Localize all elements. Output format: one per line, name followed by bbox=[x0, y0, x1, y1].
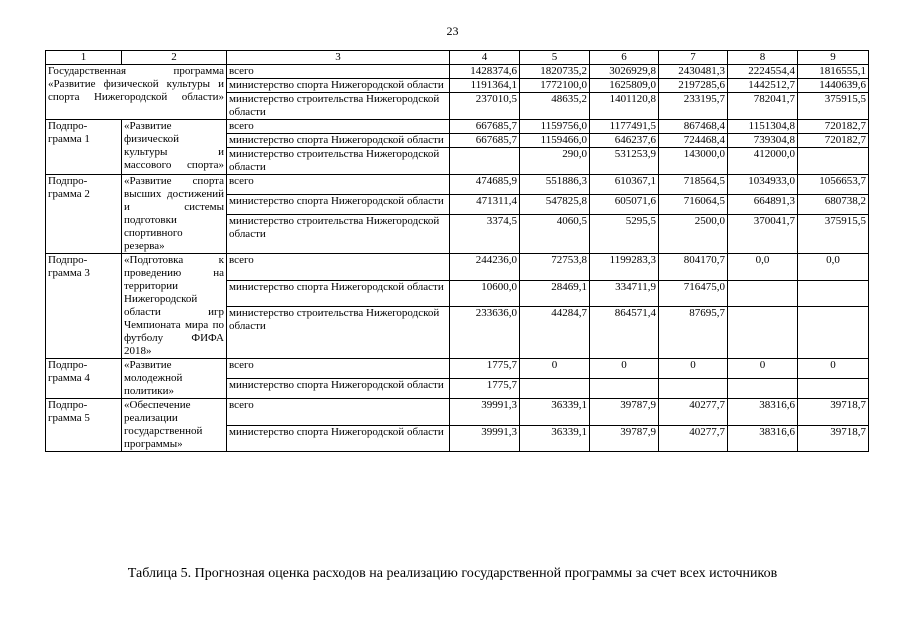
value-cell: 1772100,0 bbox=[520, 79, 590, 93]
column-header: 3 bbox=[227, 51, 450, 65]
value-cell: 39718,7 bbox=[798, 425, 869, 452]
value-cell: 2500,0 bbox=[659, 215, 728, 254]
value-cell: 412000,0 bbox=[728, 148, 798, 175]
value-cell: 87695,7 bbox=[659, 307, 728, 359]
subprogram-name-cell: «Развитие молодежной политики» bbox=[122, 359, 227, 399]
value-cell: 39991,3 bbox=[450, 425, 520, 452]
source-cell: министерство спорта Нижегородской области bbox=[227, 379, 450, 399]
value-cell: 667685,7 bbox=[450, 120, 520, 134]
value-cell: 1428374,6 bbox=[450, 65, 520, 79]
value-cell: 143000,0 bbox=[659, 148, 728, 175]
value-cell: 39787,9 bbox=[590, 425, 659, 452]
table-caption: Таблица 5. Прогнозная оценка расходов на реализацию государственной программы за счет всех источников bbox=[127, 566, 778, 581]
value-cell bbox=[728, 307, 798, 359]
value-cell: 39787,9 bbox=[590, 399, 659, 426]
value-cell bbox=[798, 307, 869, 359]
value-cell: 1442512,7 bbox=[728, 79, 798, 93]
table-header-row bbox=[46, 51, 869, 65]
value-cell bbox=[450, 148, 520, 175]
value-cell: 531253,9 bbox=[590, 148, 659, 175]
value-cell: 547825,8 bbox=[520, 195, 590, 215]
value-cell: 716064,5 bbox=[659, 195, 728, 215]
column-header: 2 bbox=[122, 51, 227, 65]
value-cell: 4060,5 bbox=[520, 215, 590, 254]
source-cell: министерство спорта Нижегородской области bbox=[227, 425, 450, 452]
value-cell: 10600,0 bbox=[450, 280, 520, 307]
value-cell: 1625809,0 bbox=[590, 79, 659, 93]
value-cell: 1034933,0 bbox=[728, 175, 798, 195]
value-cell: 864571,4 bbox=[590, 307, 659, 359]
source-cell: министерство строительства Нижегородской области bbox=[227, 307, 450, 359]
value-cell bbox=[520, 379, 590, 399]
value-cell: 667685,7 bbox=[450, 134, 520, 148]
value-cell: 36339,1 bbox=[520, 399, 590, 426]
value-cell: 334711,9 bbox=[590, 280, 659, 307]
value-cell: 0 bbox=[590, 359, 659, 379]
table-row bbox=[46, 254, 869, 281]
program-title-cell: Государственная программа «Развитие физической культуры и спорта Нижегородской области» bbox=[46, 65, 227, 120]
value-cell: 2224554,4 bbox=[728, 65, 798, 79]
value-cell: 237010,5 bbox=[450, 93, 520, 120]
value-cell: 867468,4 bbox=[659, 120, 728, 134]
source-cell: министерство спорта Нижегородской области bbox=[227, 79, 450, 93]
table-row bbox=[46, 175, 869, 195]
value-cell: 0 bbox=[659, 359, 728, 379]
source-cell: всего bbox=[227, 254, 450, 281]
value-cell: 680738,2 bbox=[798, 195, 869, 215]
column-header: 6 bbox=[590, 51, 659, 65]
source-cell: министерство строительства Нижегородской области bbox=[227, 93, 450, 120]
table-row bbox=[46, 65, 869, 79]
value-cell bbox=[798, 379, 869, 399]
value-cell: 370041,7 bbox=[728, 215, 798, 254]
expenses-table bbox=[45, 50, 869, 452]
subprogram-label-cell: Подпро-грамма 1 bbox=[46, 120, 122, 175]
value-cell: 0 bbox=[728, 359, 798, 379]
value-cell: 0 bbox=[798, 359, 869, 379]
value-cell: 3374,5 bbox=[450, 215, 520, 254]
value-cell: 782041,7 bbox=[728, 93, 798, 120]
source-cell: всего bbox=[227, 65, 450, 79]
source-cell: всего bbox=[227, 359, 450, 379]
column-header: 8 bbox=[728, 51, 798, 65]
value-cell: 36339,1 bbox=[520, 425, 590, 452]
subprogram-name-cell: «Подготовка к проведению на территории Нижегородской области игр Чемпионата мира по футболу ФИФА 2018» bbox=[122, 254, 227, 359]
value-cell: 233195,7 bbox=[659, 93, 728, 120]
subprogram-name-cell: «Развитие спорта высших достижений и системы подготовки спортивного резерва» bbox=[122, 175, 227, 254]
value-cell: 1151304,8 bbox=[728, 120, 798, 134]
value-cell: 290,0 bbox=[520, 148, 590, 175]
value-cell: 5295,5 bbox=[590, 215, 659, 254]
value-cell: 1159466,0 bbox=[520, 134, 590, 148]
subprogram-label-cell: Подпро-грамма 2 bbox=[46, 175, 122, 254]
value-cell: 72753,8 bbox=[520, 254, 590, 281]
value-cell: 2430481,3 bbox=[659, 65, 728, 79]
value-cell: 1775,7 bbox=[450, 379, 520, 399]
value-cell: 724468,4 bbox=[659, 134, 728, 148]
value-cell: 40277,7 bbox=[659, 425, 728, 452]
subprogram-name-cell: «Обеспечение реализации государственной программы» bbox=[122, 399, 227, 452]
value-cell: 40277,7 bbox=[659, 399, 728, 426]
value-cell: 720182,7 bbox=[798, 120, 869, 134]
value-cell: 646237,6 bbox=[590, 134, 659, 148]
value-cell: 38316,6 bbox=[728, 425, 798, 452]
column-header: 1 bbox=[46, 51, 122, 65]
value-cell: 718564,5 bbox=[659, 175, 728, 195]
value-cell: 2197285,6 bbox=[659, 79, 728, 93]
value-cell bbox=[798, 280, 869, 307]
value-cell: 739304,8 bbox=[728, 134, 798, 148]
value-cell: 471311,4 bbox=[450, 195, 520, 215]
value-cell: 3026929,8 bbox=[590, 65, 659, 79]
value-cell: 244236,0 bbox=[450, 254, 520, 281]
value-cell: 0,0 bbox=[728, 254, 798, 281]
value-cell: 1177491,5 bbox=[590, 120, 659, 134]
value-cell bbox=[590, 379, 659, 399]
value-cell bbox=[728, 379, 798, 399]
value-cell: 44284,7 bbox=[520, 307, 590, 359]
table-row bbox=[46, 120, 869, 134]
value-cell: 1191364,1 bbox=[450, 79, 520, 93]
value-cell: 551886,3 bbox=[520, 175, 590, 195]
table-row bbox=[46, 359, 869, 379]
value-cell: 1775,7 bbox=[450, 359, 520, 379]
value-cell: 664891,3 bbox=[728, 195, 798, 215]
value-cell: 474685,9 bbox=[450, 175, 520, 195]
value-cell: 1401120,8 bbox=[590, 93, 659, 120]
value-cell: 716475,0 bbox=[659, 280, 728, 307]
column-header: 4 bbox=[450, 51, 520, 65]
value-cell: 1816555,1 bbox=[798, 65, 869, 79]
value-cell: 1056653,7 bbox=[798, 175, 869, 195]
source-cell: министерство спорта Нижегородской области bbox=[227, 280, 450, 307]
source-cell: всего bbox=[227, 120, 450, 134]
value-cell: 233636,0 bbox=[450, 307, 520, 359]
value-cell: 1820735,2 bbox=[520, 65, 590, 79]
value-cell: 605071,6 bbox=[590, 195, 659, 215]
value-cell: 39718,7 bbox=[798, 399, 869, 426]
value-cell bbox=[798, 148, 869, 175]
value-cell: 375915,5 bbox=[798, 215, 869, 254]
source-cell: министерство строительства Нижегородской области bbox=[227, 215, 450, 254]
value-cell: 0,0 bbox=[798, 254, 869, 281]
subprogram-name-cell: «Развитие физической культуры и массового спорта» bbox=[122, 120, 227, 175]
value-cell: 720182,7 bbox=[798, 134, 869, 148]
source-cell: министерство спорта Нижегородской области bbox=[227, 134, 450, 148]
value-cell: 610367,1 bbox=[590, 175, 659, 195]
column-header: 7 bbox=[659, 51, 728, 65]
value-cell: 804170,7 bbox=[659, 254, 728, 281]
value-cell bbox=[659, 379, 728, 399]
value-cell: 1159756,0 bbox=[520, 120, 590, 134]
value-cell bbox=[728, 280, 798, 307]
column-header: 5 bbox=[520, 51, 590, 65]
table-row bbox=[46, 399, 869, 426]
source-cell: министерство строительства Нижегородской области bbox=[227, 148, 450, 175]
value-cell: 39991,3 bbox=[450, 399, 520, 426]
page-number: 23 bbox=[446, 24, 459, 38]
subprogram-label-cell: Подпро-грамма 4 bbox=[46, 359, 122, 399]
source-cell: всего bbox=[227, 175, 450, 195]
source-cell: всего bbox=[227, 399, 450, 426]
value-cell: 375915,5 bbox=[798, 93, 869, 120]
value-cell: 28469,1 bbox=[520, 280, 590, 307]
value-cell: 1440639,6 bbox=[798, 79, 869, 93]
source-cell: министерство спорта Нижегородской области bbox=[227, 195, 450, 215]
value-cell: 48635,2 bbox=[520, 93, 590, 120]
subprogram-label-cell: Подпро-грамма 5 bbox=[46, 399, 122, 452]
subprogram-label-cell: Подпро-грамма 3 bbox=[46, 254, 122, 359]
value-cell: 0 bbox=[520, 359, 590, 379]
value-cell: 38316,6 bbox=[728, 399, 798, 426]
column-header: 9 bbox=[798, 51, 869, 65]
value-cell: 1199283,3 bbox=[590, 254, 659, 281]
